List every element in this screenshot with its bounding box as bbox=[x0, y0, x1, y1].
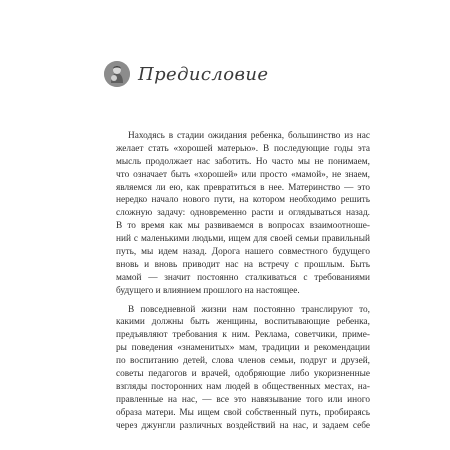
text-line: ры поведения «знаменитых» мам, традиции и рекомендации bbox=[116, 343, 370, 354]
text-line: что означает быть «хорошей» или просто «мамой», не знаем, bbox=[116, 169, 370, 180]
chapter-title: Предисловие bbox=[138, 63, 269, 85]
text-line: путь, мы идем назад. Дорога нашего совместного будущего bbox=[116, 247, 370, 258]
text-line: В повседневной жизни нам постоянно транслируют то, bbox=[128, 304, 370, 315]
text-line: желает стать «хорошей матерью». В последующие годы эта bbox=[116, 143, 370, 154]
body-text bbox=[116, 130, 370, 432]
text-line: мысль продолжает нас заботить. Но часто мы не понимаем, bbox=[116, 156, 370, 167]
text-line: какими должны быть женщины, воспитывающие ребенка, bbox=[116, 317, 370, 328]
text-line: вновь и вновь приводит нас на встречу с прошлым. Быть bbox=[116, 259, 370, 270]
text-line: являемся ли ею, как превратиться в нее. Материнство — это bbox=[116, 182, 370, 193]
text-line: будущего и влиянием прошлого на настоящее. bbox=[116, 285, 300, 296]
text-line: В то время как мы развиваемся в вопросах взаимоотноше- bbox=[116, 221, 370, 232]
text-line: Находясь в стадии ожидания ребенка, большинство из нас bbox=[128, 131, 370, 141]
paragraph-1 bbox=[116, 130, 370, 298]
text-line: советы педагогов и врачей, одобряющие либо укоризненные bbox=[116, 369, 370, 380]
text-line: предъявляют требования к ним. Реклама, советчики, приме- bbox=[116, 330, 370, 341]
text-line: через джунгли различных воздействий на нас, и задаем себе bbox=[116, 420, 370, 431]
text-line: нередко начало нового пути, на котором необходимо решить bbox=[116, 195, 370, 206]
text-line: правленные на нас, — все это навязывание того или иного bbox=[116, 394, 370, 405]
paragraph-2 bbox=[116, 304, 370, 433]
text-line: мамой — значит постоянно сталкиваться с требованиями bbox=[116, 272, 370, 283]
text-line: взгляды посторонних нам людей в общественных местах, на- bbox=[116, 381, 370, 392]
text-line: по воспитанию детей, слова членов семьи, подруг и друзей, bbox=[116, 356, 370, 367]
text-line: образа матери. Мы ищем свой собственный путь, пробираясь bbox=[116, 407, 370, 418]
text-line: ний с маленькими людьми, ищем для своей семьи правильный bbox=[116, 234, 370, 245]
mother-portrait-icon bbox=[104, 61, 130, 87]
chapter-heading bbox=[104, 58, 268, 90]
text-line: сложную задачу: одновременно расти и оглядываться назад. bbox=[116, 208, 370, 219]
